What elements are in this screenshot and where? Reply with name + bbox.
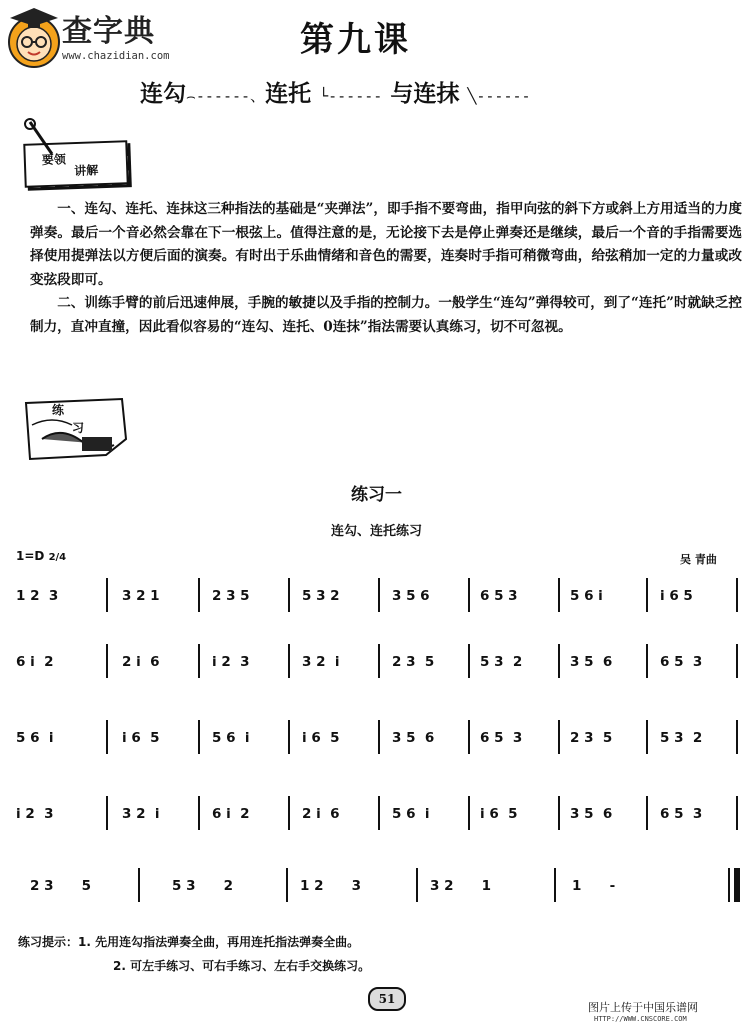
barline <box>106 720 108 754</box>
measure: 2 3 5 <box>570 730 613 746</box>
barline <box>286 868 288 902</box>
barline <box>106 578 108 612</box>
logo-text: 查字典 <box>62 14 155 49</box>
barline <box>646 720 648 754</box>
measure: 3 2 i <box>122 806 160 822</box>
measure: 5 3 2 <box>480 654 523 670</box>
measure: 6 5 3 <box>480 730 523 746</box>
barline <box>468 796 470 830</box>
measure: 5 3 2 <box>172 878 234 894</box>
measure: 1 2 3 <box>300 878 362 894</box>
measure: 3 5 6 <box>392 588 430 604</box>
key-text: 1=D <box>16 549 45 563</box>
measure: i 2 3 <box>212 654 250 670</box>
measure: i 6 5 <box>302 730 340 746</box>
subtitle-part-1: 连勾 <box>140 80 186 107</box>
barline <box>378 720 380 754</box>
barline <box>288 796 290 830</box>
barline <box>378 644 380 678</box>
measure: 5 6 i <box>392 806 430 822</box>
measure: 1 2 3 <box>16 588 59 604</box>
barline <box>646 644 648 678</box>
exercise-tips <box>18 930 370 978</box>
measure: 3 2 1 <box>122 588 160 604</box>
measure: 2 i 6 <box>302 806 340 822</box>
measure: i 6 5 <box>122 730 160 746</box>
essentials-label-1: 要领 <box>41 152 67 168</box>
score-row-3 <box>12 724 744 754</box>
barline <box>416 868 418 902</box>
barline <box>468 720 470 754</box>
measure: 5 3 2 <box>302 588 340 604</box>
measure: 2 3 5 <box>30 878 92 894</box>
subtitle-symbol-2: └------ <box>319 87 383 105</box>
barline <box>198 578 200 612</box>
practice-label-1: 练 <box>52 403 65 417</box>
final-barline-thick <box>734 868 740 902</box>
measure: 2 i 6 <box>122 654 160 670</box>
barline <box>736 644 738 678</box>
essentials-label-2: 讲解 <box>74 163 99 179</box>
barline <box>736 720 738 754</box>
barline <box>106 644 108 678</box>
barline <box>468 578 470 612</box>
barline <box>736 796 738 830</box>
barline <box>646 578 648 612</box>
subtitle-part-3: 与连抹 <box>390 80 460 107</box>
score-row-1 <box>12 582 744 612</box>
logo-url: www.chazidian.com <box>62 50 170 62</box>
essentials-label-box <box>23 140 128 188</box>
barline <box>378 796 380 830</box>
tip-1: 1. 先用连勾指法弹奏全曲，再用连托指法弹奏全曲。 <box>78 935 360 949</box>
composer: 吴 青曲 <box>680 553 717 566</box>
barline <box>378 578 380 612</box>
measure: 5 6 i <box>212 730 250 746</box>
barline <box>198 720 200 754</box>
mascot-icon <box>4 4 64 70</box>
essentials-text <box>30 198 742 340</box>
paragraph-2: 二、训练手臂的前后迅速伸展，手腕的敏捷以及手指的控制力。一般学生“连勾”弹得较可，到了“连托”时就缺乏控制力，直冲直撞，因此看似容易的“连勾、连托、0连抹”指法需要认真练习，切不可忽视。 <box>30 295 742 335</box>
barline <box>138 868 140 902</box>
barline <box>468 644 470 678</box>
subtitle-part-2: 连托 <box>265 80 312 107</box>
measure: 3 5 6 <box>570 806 613 822</box>
paragraph-1: 一、连勾、连托、连抹这三种指法的基础是“夹弹法”，即手指不要弯曲，指甲向弦的斜下方或斜上方用适当的力度弹奏。最后一个音必然会靠在下一根弦上。值得注意的是，无论接下去是停止弹奏还是继续，最后一个音的手指需要选择使用提弹法以方便后面的演奏。有时出于乐曲情绪和音色的需要，连奏时手指可稍微弯曲，给弦稍加一定的力量或改变弦段即可。 <box>30 201 742 288</box>
measure: i 2 3 <box>16 806 54 822</box>
measure: i 6 5 <box>480 806 518 822</box>
practice-label-2: 习 <box>72 421 85 435</box>
final-barline-thin <box>728 868 730 902</box>
barline <box>558 796 560 830</box>
subtitle-symbol-3: ╲------ <box>467 87 531 105</box>
measure: 6 i 2 <box>16 654 54 670</box>
measure: i 6 5 <box>660 588 693 604</box>
score-row-4 <box>12 800 744 830</box>
key-signature <box>16 549 66 563</box>
credit-url: HTTP://WWW.CNSCORE.COM <box>594 1015 687 1023</box>
exercise-subtitle: 连勾、连托练习 <box>330 524 422 539</box>
barline <box>558 644 560 678</box>
measure: 6 5 3 <box>660 654 703 670</box>
measure: 1 - <box>572 878 616 894</box>
lesson-subtitle <box>140 75 531 108</box>
measure: 2 3 5 <box>212 588 250 604</box>
page-number: 51 <box>368 987 406 1011</box>
measure: 3 5 6 <box>570 654 613 670</box>
measure: 6 i 2 <box>212 806 250 822</box>
barline <box>198 796 200 830</box>
practice-box <box>22 395 130 465</box>
barline <box>288 578 290 612</box>
time-signature: 2/4 <box>48 552 67 563</box>
measure: 2 3 5 <box>392 654 435 670</box>
tip-2: 2. 可左手练习、可右手练习、左右手交换练习。 <box>113 959 371 973</box>
barline <box>736 578 738 612</box>
barline <box>558 720 560 754</box>
barline <box>554 868 556 902</box>
score-row-5 <box>12 872 744 902</box>
barline <box>646 796 648 830</box>
essentials-box <box>20 118 130 188</box>
subtitle-symbol-1: ⌢------、 <box>186 87 266 105</box>
barline <box>288 644 290 678</box>
measure: 6 5 3 <box>480 588 518 604</box>
measure: 6 5 3 <box>660 806 703 822</box>
measure: 5 3 2 <box>660 730 703 746</box>
measure: 3 2 1 <box>430 878 492 894</box>
barline <box>558 578 560 612</box>
lesson-title: 第九课 <box>300 20 411 60</box>
barline <box>198 644 200 678</box>
measure: 3 2 i <box>302 654 340 670</box>
exercise-title: 练习一 <box>351 485 402 505</box>
barline <box>288 720 290 754</box>
measure: 3 5 6 <box>392 730 435 746</box>
tips-label: 练习提示： <box>18 935 79 949</box>
measure: 5 6 i <box>16 730 54 746</box>
score-row-2 <box>12 648 744 678</box>
image-credit: 图片上传于中国乐谱网 <box>588 1001 698 1014</box>
measure: 5 6 i <box>570 588 603 604</box>
barline <box>106 796 108 830</box>
